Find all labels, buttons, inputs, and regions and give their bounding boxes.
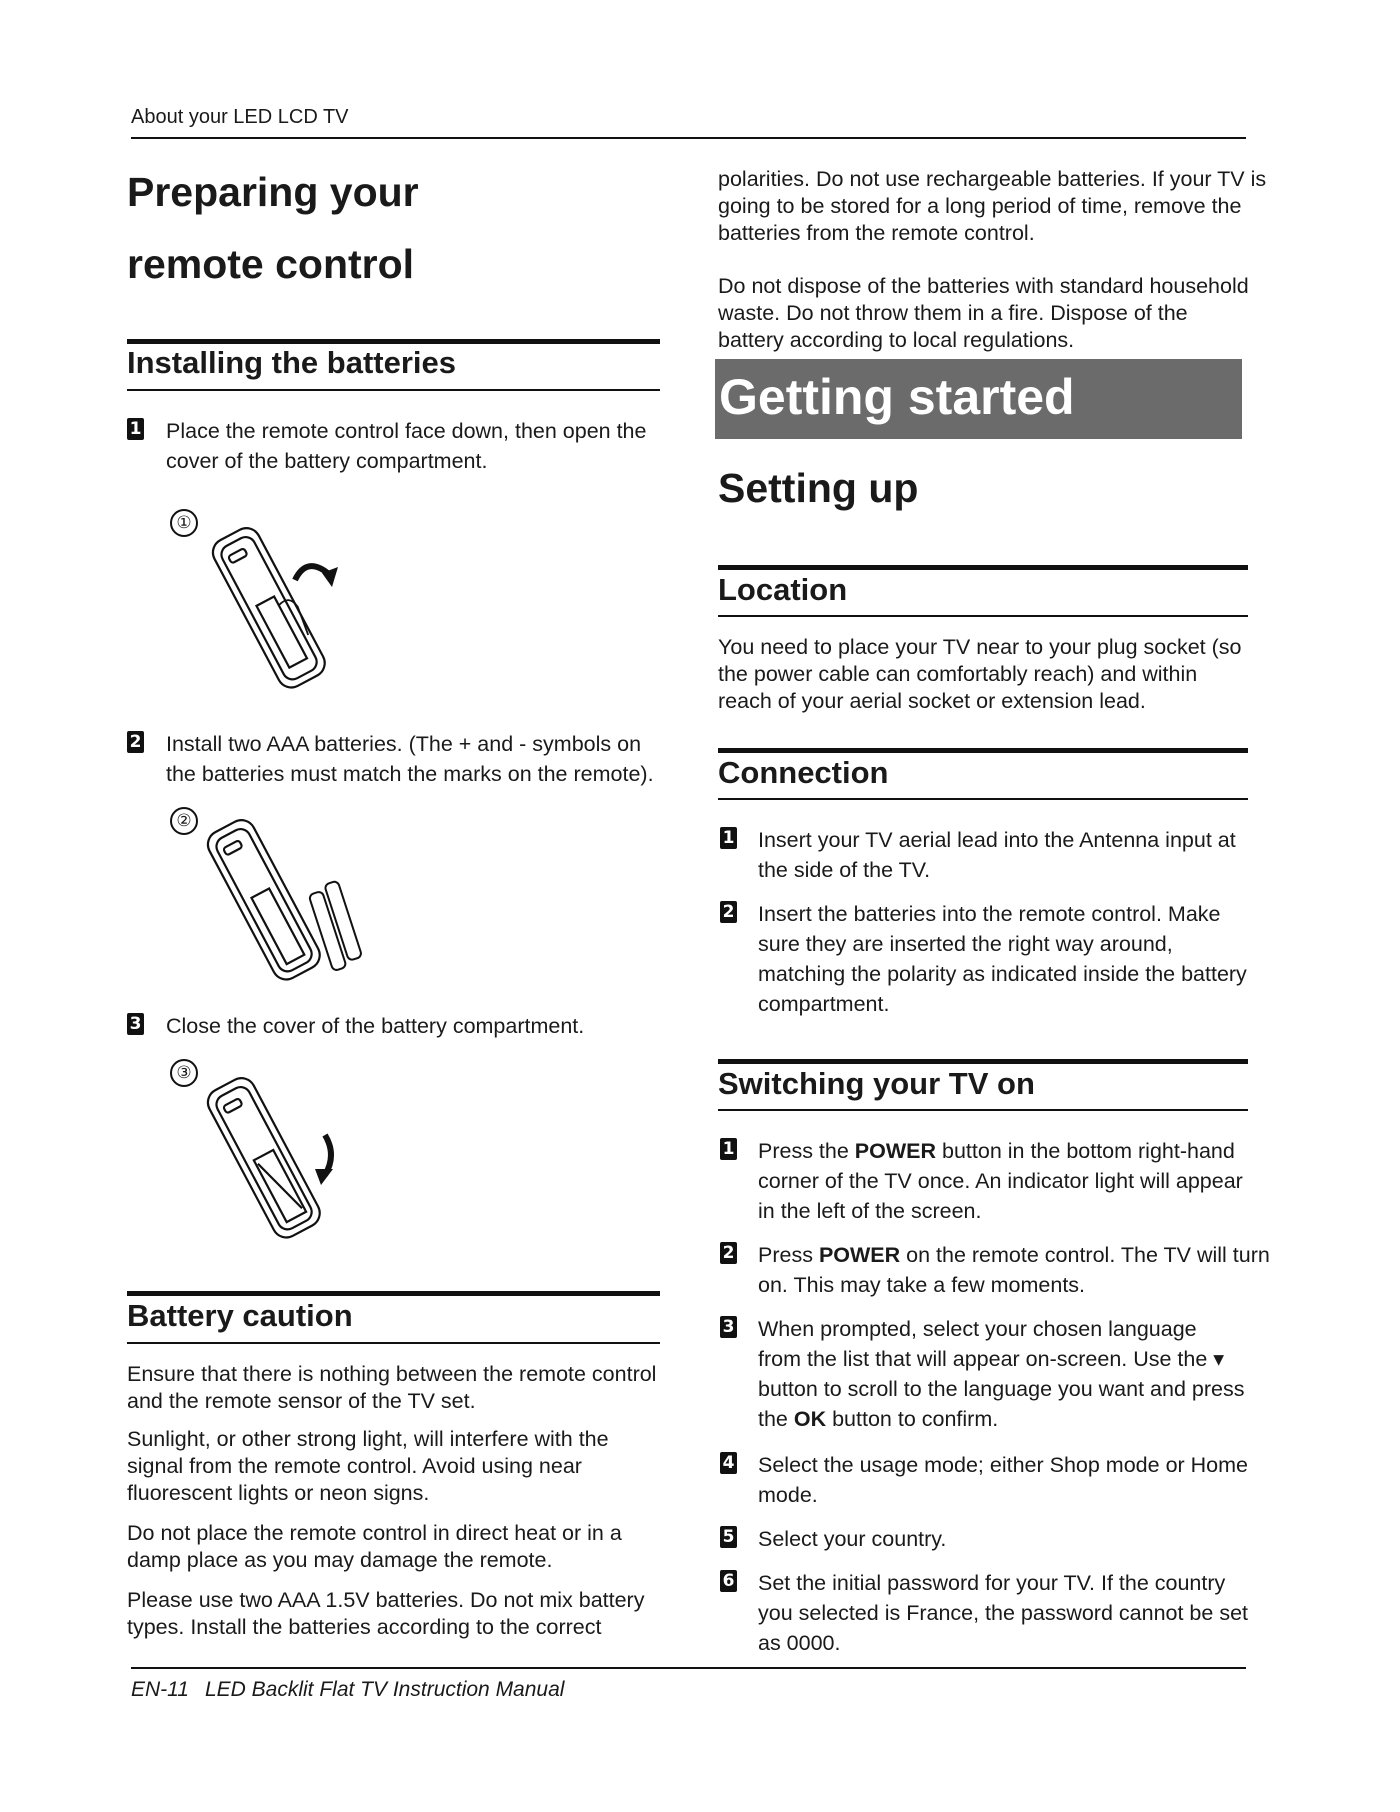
battery-caution-heading: Battery caution bbox=[127, 1298, 353, 1333]
page-title-line2: remote control bbox=[127, 241, 415, 287]
step-number: 2 bbox=[127, 731, 144, 753]
caution-paragraph: Ensure that there is nothing between the remote control and the remote sensor of the TV set. bbox=[127, 1362, 657, 1413]
step-number: 2 bbox=[720, 901, 737, 923]
section-rule bbox=[718, 615, 1248, 617]
step-text: Place the remote control face down, then open the cover of the battery compartment. bbox=[166, 419, 647, 473]
step-text: Select the usage mode; either Shop mode or Home mode. bbox=[758, 1453, 1249, 1507]
page-title bbox=[127, 156, 419, 300]
switching-heading: Switching your TV on bbox=[718, 1066, 1035, 1101]
section-bar bbox=[127, 339, 660, 344]
step-number: 6 bbox=[720, 1570, 737, 1592]
step-number: 2 bbox=[720, 1242, 737, 1264]
footer bbox=[131, 1678, 580, 1702]
step-text: Install two AAA batteries. (The + and - symbols on the batteries must match the marks on the remote). bbox=[166, 732, 654, 786]
remote-open-cover-illustration bbox=[200, 515, 360, 700]
remote-close-cover-illustration bbox=[205, 1065, 365, 1250]
step-number: 5 bbox=[720, 1526, 737, 1548]
header-rule bbox=[131, 137, 1246, 139]
step-number: 1 bbox=[720, 827, 737, 849]
step-number: 3 bbox=[720, 1316, 737, 1338]
location-paragraph: You need to place your TV near to your plug socket (so the power cable can comfortably reach) and within reach of your aerial socket or extension lead. bbox=[718, 635, 1242, 713]
continued-paragraph: polarities. Do not use rechargeable batteries. If your TV is going to be stored for a long period of time, remove the batteries from the remote control. bbox=[718, 167, 1267, 245]
section-rule bbox=[718, 798, 1248, 800]
section-rule bbox=[718, 1109, 1248, 1111]
page-title-line1: Preparing your bbox=[127, 169, 419, 215]
figure-number: ③ bbox=[170, 1059, 198, 1087]
running-header: About your LED LCD TV bbox=[131, 106, 349, 128]
step-text: Select your country. bbox=[758, 1527, 947, 1551]
manual-title: LED Backlit Flat TV Instruction Manual bbox=[204, 1678, 565, 1701]
step-number: 4 bbox=[720, 1452, 737, 1474]
disposal-paragraph: Do not dispose of the batteries with standard household waste. Do not throw them in a fire. Dispose of the battery according to local regulations. bbox=[718, 274, 1249, 352]
location-heading: Location bbox=[718, 572, 848, 607]
step-text: Set the initial password for your TV. If the country you selected is France, the password cannot be set as 0000. bbox=[758, 1571, 1248, 1655]
section-bar bbox=[718, 565, 1248, 570]
setting-up-title: Setting up bbox=[718, 465, 919, 511]
step-number: 1 bbox=[720, 1138, 737, 1160]
connection-heading: Connection bbox=[718, 755, 889, 790]
page-number: EN-11 bbox=[131, 1678, 189, 1701]
step-number: 1 bbox=[127, 418, 144, 440]
section-rule bbox=[127, 1342, 660, 1344]
caution-paragraph: Please use two AAA 1.5V batteries. Do not mix battery types. Install the batteries according to the correct bbox=[127, 1588, 645, 1639]
step-text: Press the POWER button in the bottom right-hand corner of the TV once. An indicator light will appear in the left of the screen. bbox=[758, 1139, 1243, 1223]
step-text: Close the cover of the battery compartment. bbox=[166, 1014, 585, 1038]
section-bar bbox=[718, 1059, 1248, 1064]
figure-number: ② bbox=[170, 807, 198, 835]
section-bar bbox=[127, 1291, 660, 1296]
footer-rule bbox=[131, 1667, 1246, 1669]
caution-paragraph: Sunlight, or other strong light, will interfere with the signal from the remote control. Avoid using near fluorescent lights or neon signs. bbox=[127, 1427, 609, 1505]
section-rule bbox=[127, 389, 660, 391]
section-bar bbox=[718, 748, 1248, 753]
remote-insert-batteries-illustration bbox=[205, 812, 395, 992]
caution-paragraph: Do not place the remote control in direct heat or in a damp place as you may damage the remote. bbox=[127, 1521, 622, 1572]
step-text: Insert your TV aerial lead into the Antenna input at the side of the TV. bbox=[758, 828, 1236, 882]
figure-number: ① bbox=[170, 509, 198, 537]
step-text: Insert the batteries into the remote control. Make sure they are inserted the right way around, matching the polarity as indicated inside the battery compartment. bbox=[758, 902, 1247, 1016]
chapter-title: Getting started bbox=[719, 369, 1075, 425]
step-number: 3 bbox=[127, 1013, 144, 1035]
step-text: Press POWER on the remote control. The TV will turn on. This may take a few moments. bbox=[758, 1243, 1270, 1297]
step-text: When prompted, select your chosen language from the list that will appear on-screen. Use the ▾ button to scroll to the language you want and press the OK button to confirm. bbox=[758, 1317, 1245, 1431]
installing-heading: Installing the batteries bbox=[127, 345, 457, 380]
